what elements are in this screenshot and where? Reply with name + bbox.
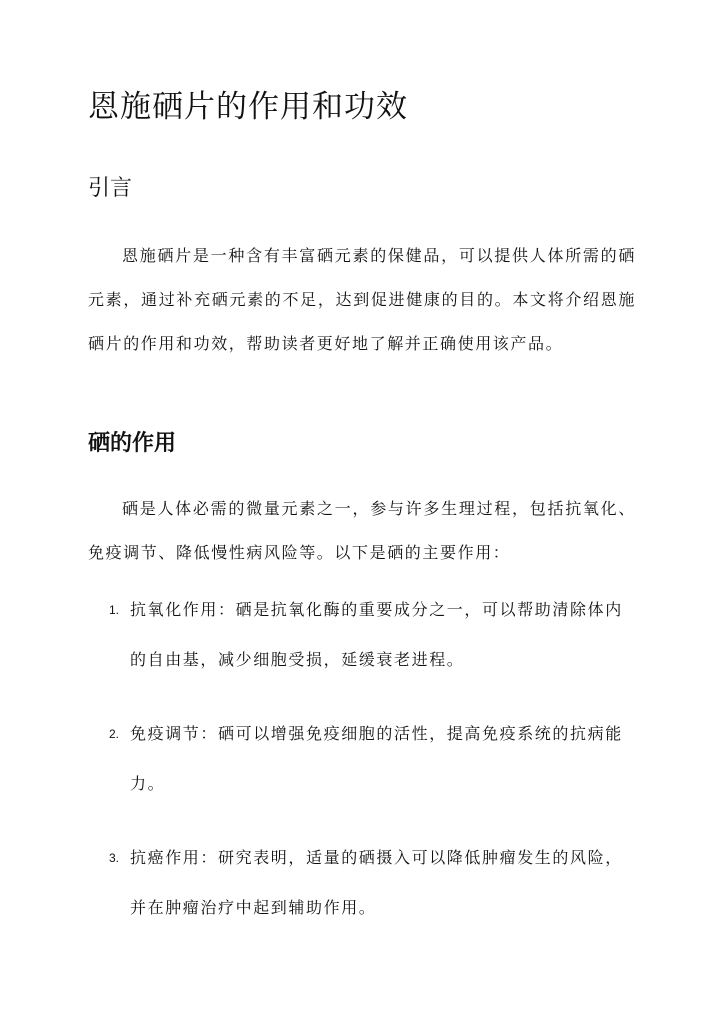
intro-paragraph: 恩施硒片是一种含有丰富硒元素的保健品，可以提供人体所需的硒元素，通过补充硒元素的不足，达到促进健康的目的。本文将介绍恩施硒片的作用和功效，帮助读者更好地了解并正确使用该产品。 xyxy=(88,246,636,353)
list-item-text: 抗氧化作用：硒是抗氧化酶的重要成分之一，可以帮助清除体内的自由基，减少细胞受损，延缓衰老进程。 xyxy=(130,600,623,669)
list-number: 3. xyxy=(109,851,120,865)
selenium-function-list xyxy=(105,585,625,957)
list-item-immune xyxy=(105,709,625,809)
list-item-text: 抗癌作用：研究表明，适量的硒摄入可以降低肿瘤发生的风险，并在肿瘤治疗中起到辅助作用。 xyxy=(130,848,623,917)
list-number: 2. xyxy=(109,727,120,741)
selenium-function-paragraph: 硒是人体必需的微量元素之一，参与许多生理过程，包括抗氧化、免疫调节、降低慢性病风险等。以下是硒的主要作用： xyxy=(88,499,636,562)
selenium-function-heading: 硒的作用 xyxy=(88,430,177,456)
list-item-text: 免疫调节：硒可以增强免疫细胞的活性，提高免疫系统的抗病能力。 xyxy=(130,724,623,793)
list-item-anticancer xyxy=(105,833,625,933)
document-title: 恩施硒片的作用和功效 xyxy=(88,89,408,125)
intro-heading: 引言 xyxy=(88,176,133,201)
list-item-antioxidant xyxy=(105,585,625,685)
list-number: 1. xyxy=(109,603,120,617)
